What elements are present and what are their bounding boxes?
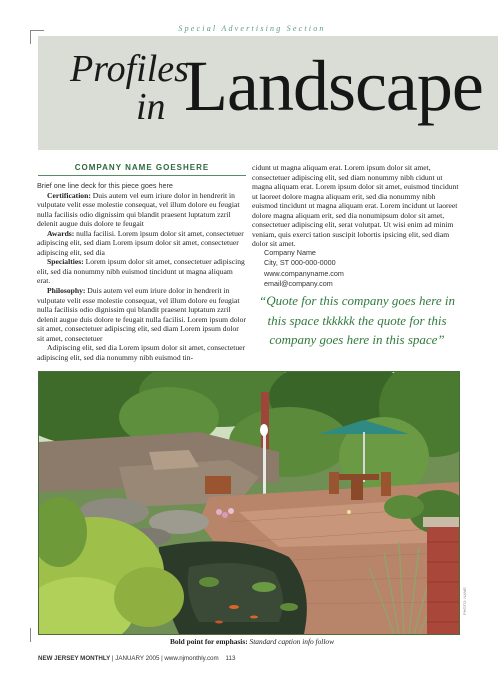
article-paragraph xyxy=(37,257,247,286)
article-paragraph xyxy=(37,191,247,229)
paragraph-label: Certification: xyxy=(47,190,91,200)
paragraph-label: Philosophy: xyxy=(47,286,86,296)
photo-caption xyxy=(0,637,504,646)
page-footer xyxy=(38,655,235,662)
article-paragraph xyxy=(37,229,247,258)
section-label: Special Advertising Section xyxy=(178,24,326,33)
paragraph-label: Specialties: xyxy=(47,257,84,267)
contact-block xyxy=(264,248,344,290)
article-paragraph xyxy=(37,343,247,362)
paragraph-text: Adipiscing elit, sed dia Lorem ipsum dolor sit amet, consectetuer adipiscing elit, sed dia nonummy nibh euismod tin- xyxy=(37,343,246,362)
paragraph-text: Duis autem vel eum iriure dolor in hendrerit in vulputate velit esse molestie consequat, vel illum dolore eu feugiat nulla facilisis odio dignissim qui blandit praesent luptatum zzril delenit augue duis dolore te feugait xyxy=(37,190,240,229)
paragraph-text: Lorem ipsum dolor sit amet, consectetuer adipiscing elit, sed dia nonummy nibh euismod tincidunt ut magna aliquam erat. xyxy=(37,257,245,286)
paragraph-label: Awards: xyxy=(47,228,75,238)
footer-magazine: NEW JERSEY MONTHLY xyxy=(38,655,111,662)
garden-patio-photo xyxy=(38,371,460,635)
company-name-heading: COMPANY NAME GOESHERE xyxy=(74,163,210,172)
pull-quote: “Quote for this company goes here in this space tkkkkk the quote for this company goes here in this space” xyxy=(259,293,455,347)
title-word-landscape: Landscape xyxy=(184,46,483,126)
article-brief: Brief one line deck for this piece goes here xyxy=(37,181,173,190)
garden-patio-illustration xyxy=(39,372,459,634)
contact-company-name: Company Name xyxy=(264,248,316,257)
heading-rule xyxy=(38,175,246,176)
caption-italic: Standard caption info follow xyxy=(247,637,335,646)
title-word-profiles: Profiles xyxy=(70,48,189,90)
paragraph-text: nulla facilisi. Lorem ipsum dolor sit amet, consectetuer adipiscing elit, sed diam Lorem ipsum dolor sit amet, consectetuer adipiscing elit, sed dia xyxy=(37,228,244,257)
article-paragraph xyxy=(37,286,247,343)
title-word-in: in xyxy=(136,86,166,128)
footer-details: | JANUARY 2005 | www.njmonthly.com xyxy=(110,655,219,662)
article-continued-text: cidunt ut magna aliquam erat. Lorem ipsum dolor sit amet, consectetuer adipiscing elit, sed diam nonummy nibh cidunt ut magna aliquam erat. Lorem ipsum dolor sit amet, euismod tincidunt ut laoreet dolore magna aliquam erit, sed dia nonummy nibh euismod tincidunt ut magna aliquam erat. Lorem incidunt ut laoreet dolore magna aliquam erit, sed dia nonumipsum dolor sit amet, consectetuer adipiscing elit, serat volutpat. Ut wisi enim ad minim veniam, quis exerci tation suscipit lobortis ipsicing elit, sed diam dolor sit amet. xyxy=(252,163,459,249)
paragraph-text: Duis autem vel eum iriure dolor in hendrerit in vulputate velit esse molestie consequat, vel illum dolore eu feugiat nulla facilisis odio dignissim qui blandit praesent luptatum zzril delenit augue duis dolore te feugait nulla facilisi. Lorem ipsum dolor sit amet, consectetuer adipiscing elit, sed diam Lorem ipsum dolor sit amet, consectetuer xyxy=(37,286,246,343)
article-right-column xyxy=(252,163,460,249)
caption-bold: Bold point for emphasis: xyxy=(169,637,248,646)
photo-credit: PHOTO: NAME xyxy=(462,587,467,615)
footer-page-number: 113 xyxy=(225,655,236,662)
contact-email: email@company.com xyxy=(264,279,333,289)
contact-address: City, ST 000-000-0000 xyxy=(264,258,336,268)
contact-website: www.companyname.com xyxy=(264,268,344,278)
article-left-column xyxy=(37,181,247,362)
